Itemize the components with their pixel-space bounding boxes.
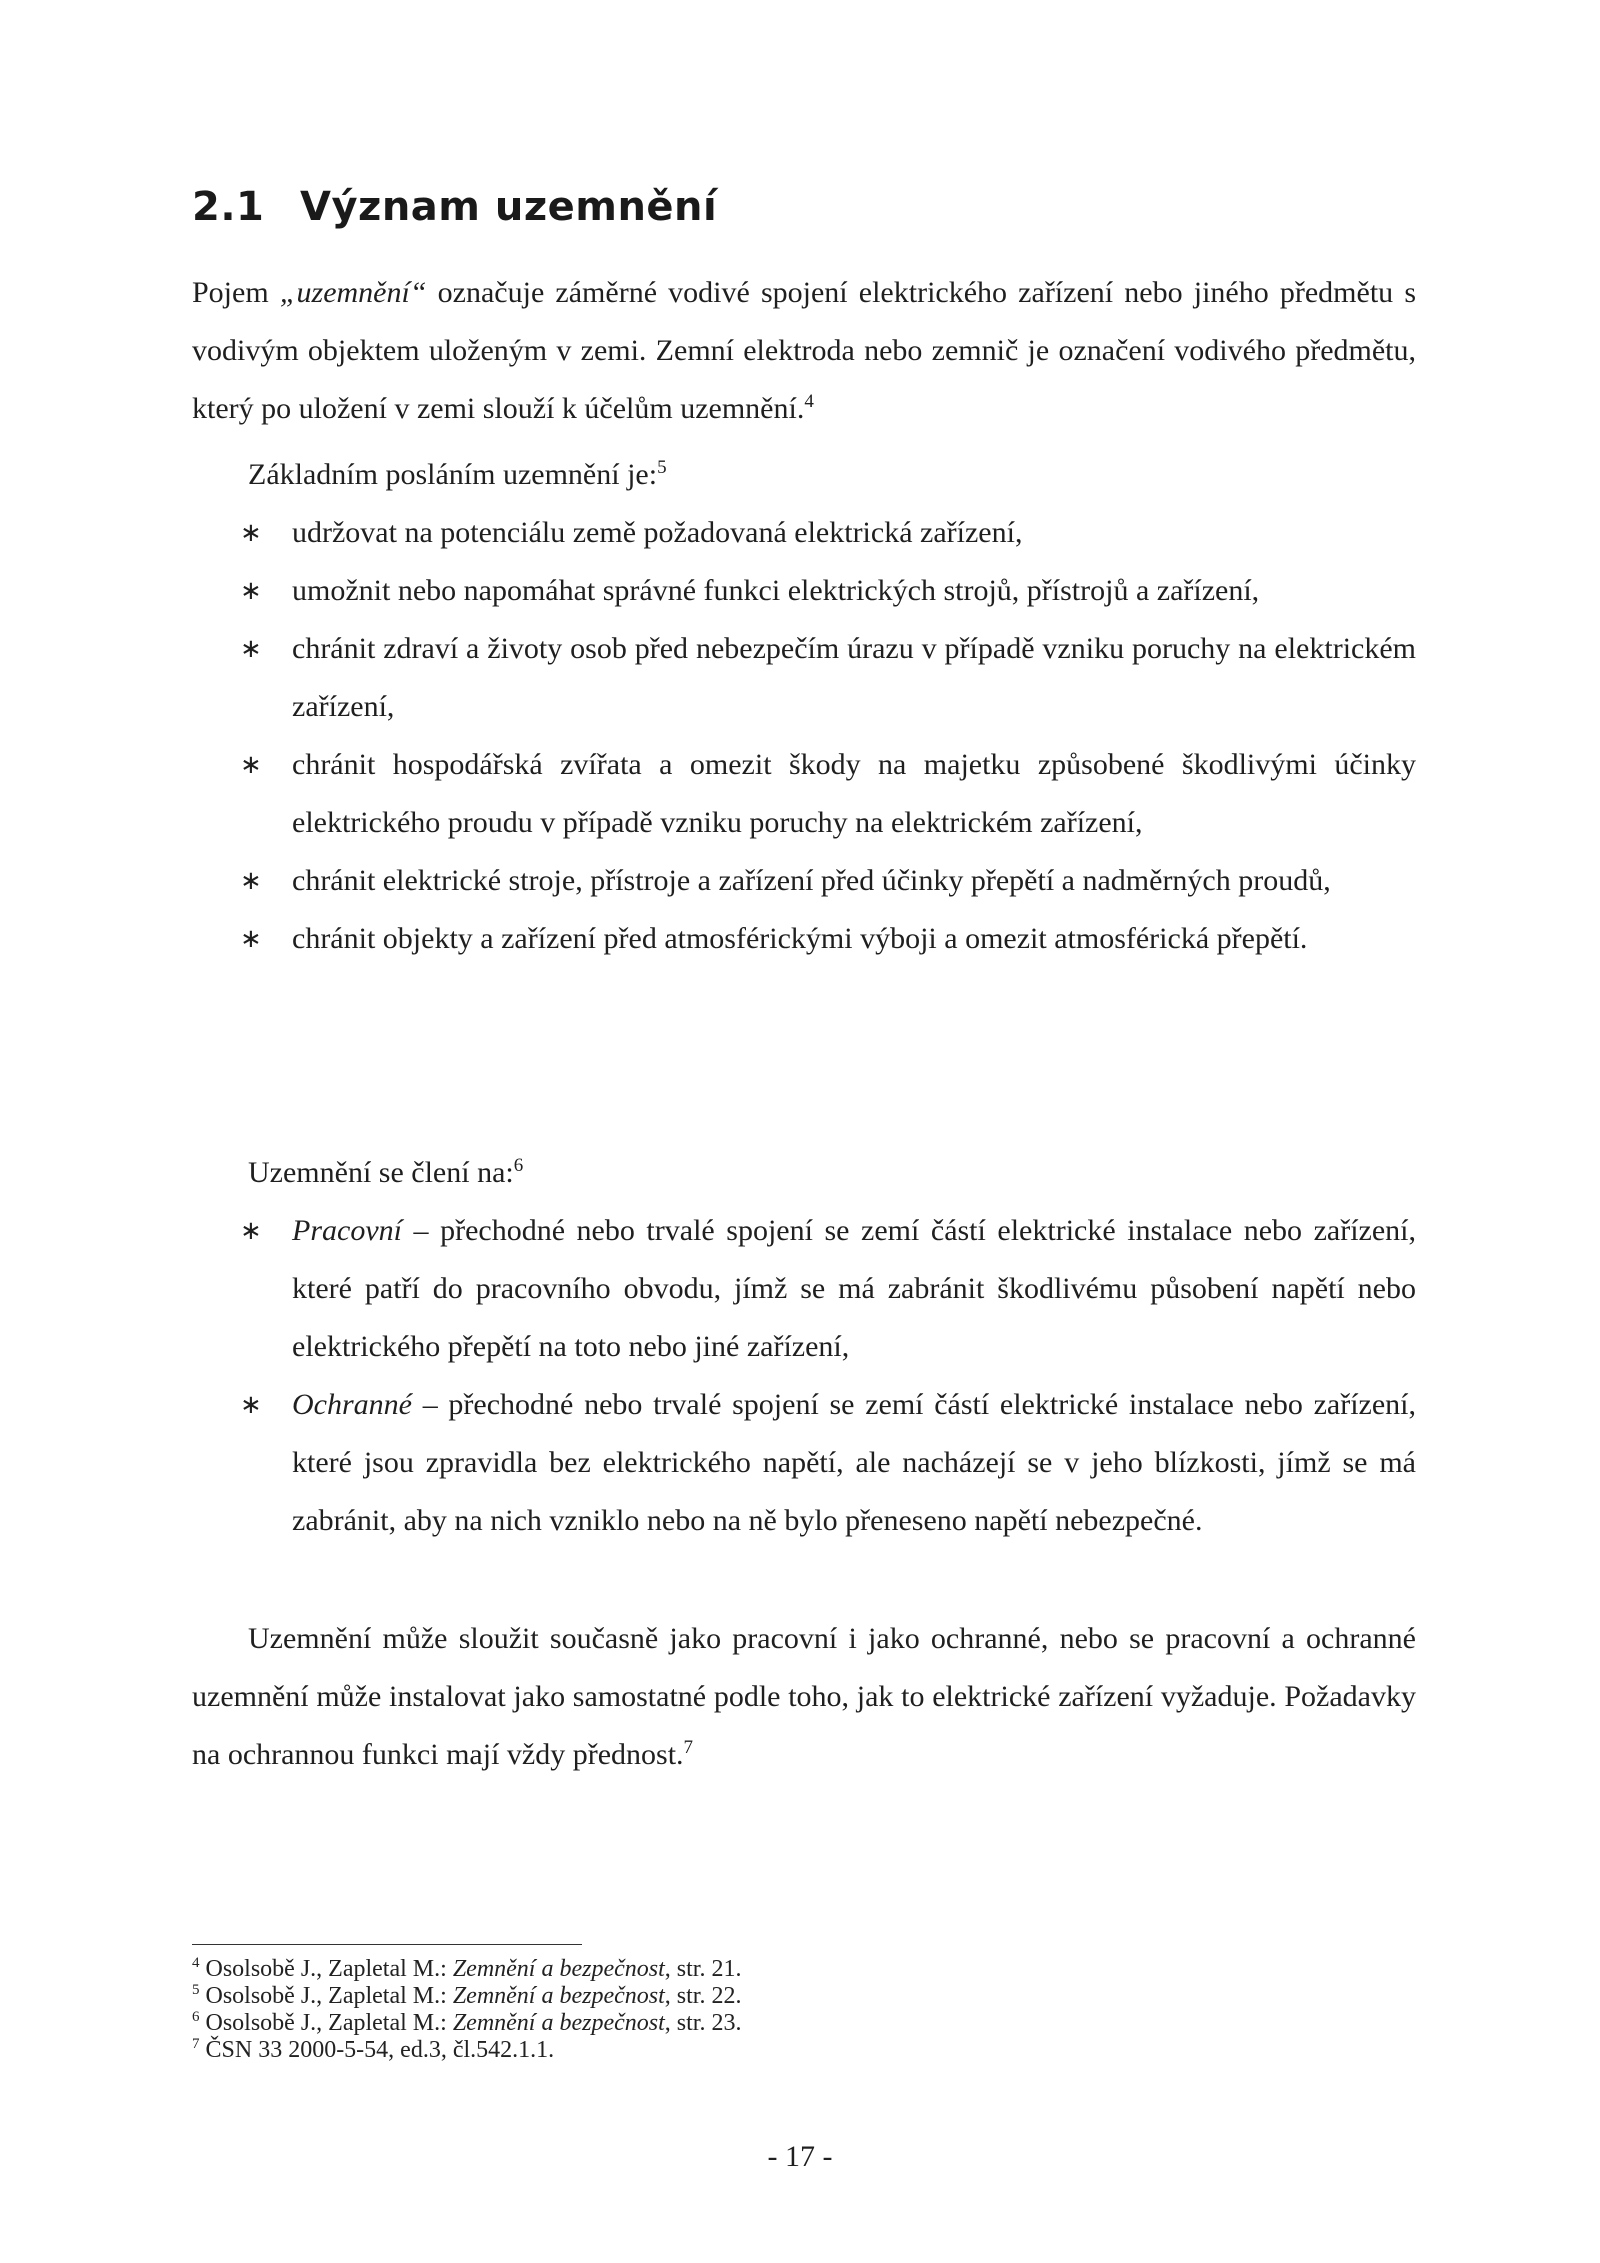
footnote-ref: 5 xyxy=(657,457,667,478)
page-number: - 17 - xyxy=(767,2140,833,2173)
types-intro: Uzemnění se člení na:$^6$ xyxy=(248,1155,524,1189)
list-item: ∗ Ochranné – přechodné nebo trvalé spojení se zemí částí elektrické instalace nebo zařízení, které jsou zpravidla bez elektrického napětí, ale nacházejí se v jeho blízkosti, jímž se má zabránit, aby na nich vzniklo nebo na ně bylo přeneseno napětí nebezpečné. xyxy=(240,1376,1416,1550)
closing-paragraph: Uzemnění může sloužit současně jako pracovní i jako ochranné, nebo se pracovní a ochranné uzemnění může instalovat jako samostatné podle toho, jak to elektrické zařízení vyžaduje. Požadavky na ochrannou funkci mají vždy přednost.$^7$ xyxy=(192,1622,1416,1771)
section-title: Význam uzemnění xyxy=(300,184,718,230)
intro-paragraph: Pojem „uzemnění“ označuje záměrné vodivé spojení elektrického zařízení nebo jiného předmětu s vodivým objektem uloženým v zemi. Zemní elektroda nebo zemnič je označení vodivého předmětu, který po uložení v zemi slouží k účelům uzemnění.$^4$ xyxy=(192,276,1416,425)
footnote: $^4$ Osolsobě J., Zapletal M.: Zemnění a bezpečnost, str. 21. xyxy=(192,1955,742,1982)
term-uzemneni: „uzemnění“ xyxy=(279,276,427,309)
footnote-ref: 7 xyxy=(683,1737,694,1758)
list-item: ∗ umožnit nebo napomáhat správné funkci elektrických strojů, přístrojů a zařízení, xyxy=(240,562,1416,620)
intro-paragraph-block xyxy=(192,264,1416,438)
footnote: $^5$ Osolsobě J., Zapletal M.: Zemnění a bezpečnost, str. 22. xyxy=(192,1982,742,2009)
purpose-list xyxy=(240,504,1416,968)
asterisk-bullet-icon: ∗ xyxy=(240,576,262,606)
footnote: $^7$ ČSN 33 2000-5-54, ed.3, čl.542.1.1. xyxy=(192,2036,555,2063)
footnote-ref: 6 xyxy=(513,1155,524,1176)
list-item: ∗ chránit objekty a zařízení před atmosférickými výboji a omezit atmosférická přepětí. xyxy=(240,910,1416,968)
footnote-divider xyxy=(192,1944,582,1945)
asterisk-bullet-icon: ∗ xyxy=(240,924,262,954)
asterisk-bullet-icon: ∗ xyxy=(240,1390,262,1420)
footnotes xyxy=(192,1956,1092,2064)
purpose-intro: Základním posláním uzemnění je:$^5$ xyxy=(248,457,667,491)
section-heading xyxy=(192,184,717,230)
list-item: ∗ chránit hospodářská zvířata a omezit škody na majetku způsobené škodlivými účinky elektrického proudu v případě vzniku poruchy na elektrickém zařízení, xyxy=(240,736,1416,852)
list-item: ∗ chránit elektrické stroje, přístroje a zařízení před účinky přepětí a nadměrných proudů, xyxy=(240,852,1416,910)
list-item: ∗ chránit zdraví a životy osob před nebezpečím úrazu v případě vzniku poruchy na elektrickém zařízení, xyxy=(240,620,1416,736)
section-number: 2.1 xyxy=(192,184,265,230)
asterisk-bullet-icon: ∗ xyxy=(240,1216,262,1246)
closing-paragraph-block xyxy=(192,1610,1416,1784)
term-ochranne: Ochranné xyxy=(292,1388,412,1421)
asterisk-bullet-icon: ∗ xyxy=(240,634,262,664)
types-list xyxy=(240,1202,1416,1550)
footnote-ref: 4 xyxy=(804,391,814,412)
term-pracovni: Pracovní xyxy=(292,1214,402,1247)
asterisk-bullet-icon: ∗ xyxy=(240,518,262,548)
list-item: ∗ Pracovní – přechodné nebo trvalé spojení se zemí částí elektrické instalace nebo zařízení, které patří do pracovního obvodu, jímž se má zabránit škodlivému působení napětí nebo elektrického přepětí na toto nebo jiné zařízení, xyxy=(240,1202,1416,1376)
asterisk-bullet-icon: ∗ xyxy=(240,750,262,780)
footnote: $^6$ Osolsobě J., Zapletal M.: Zemnění a bezpečnost, str. 23. xyxy=(192,2009,742,2036)
asterisk-bullet-icon: ∗ xyxy=(240,866,262,896)
list-item: ∗ udržovat na potenciálu země požadovaná elektrická zařízení, xyxy=(240,504,1416,562)
